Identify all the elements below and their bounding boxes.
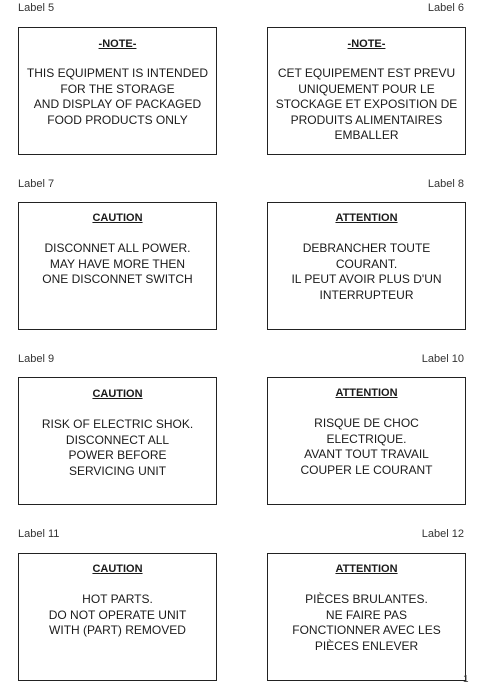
label-7-title: CAUTION [92, 212, 143, 224]
label-8-line: IL PEUT AVOIR PLUS D'UN [291, 272, 442, 286]
label-12-line: PIÈCES ENLEVER [314, 638, 419, 653]
label-10-line: ELECTRIQUE. [326, 431, 407, 446]
label-12-body [268, 592, 465, 654]
label-11-line: DO NOT OPERATE UNIT [48, 607, 187, 622]
label-11-box [18, 553, 217, 681]
label-8-box [267, 202, 466, 330]
label-5-title: -NOTE- [98, 38, 137, 50]
label-7-box [18, 202, 217, 330]
label-5-line: AND DISPLAY OF PACKAGED [33, 97, 202, 111]
label-5-line: FOOD PRODUCTS ONLY [47, 112, 188, 127]
label-12-line: PIÈCES BRULANTES. [305, 592, 428, 606]
label-5-line: THIS EQUIPMENT IS INTENDED [26, 66, 209, 80]
caption-label-10: Label 10 [421, 353, 464, 365]
label-7-line: MAY HAVE MORE THEN [49, 256, 186, 271]
label-12-title: ATTENTION [335, 563, 398, 575]
label-11-title: CAUTION [92, 563, 143, 575]
label-5-line: FOR THE STORAGE [60, 81, 175, 96]
label-6-box [267, 27, 466, 155]
label-9-body [19, 417, 216, 479]
label-6-line: PRODUITS ALIMENTAIRES [290, 112, 443, 127]
label-8-line: INTERRUPTEUR [319, 287, 414, 302]
label-7-line: DISCONNET ALL POWER. [44, 241, 191, 255]
label-11-line: WITH (PART) REMOVED [49, 623, 186, 637]
label-10-line: COUPER LE COURANT [300, 462, 433, 477]
label-8-line: DEBRANCHER TOUTE [302, 241, 431, 255]
label-6-line: UNIQUEMENT POUR LE [298, 81, 435, 96]
label-12-line: NE FAIRE PAS [325, 607, 408, 622]
caption-label-12: Label 12 [421, 528, 464, 540]
label-6-line: EMBALLER [334, 128, 399, 142]
label-6-body [268, 66, 465, 144]
page-number: 1 [463, 674, 469, 685]
caption-label-6: Label 6 [427, 2, 464, 14]
label-8-body [268, 241, 465, 303]
label-10-body [268, 416, 465, 478]
label-12-line: FONCTIONNER AVEC LES [292, 623, 441, 637]
label-8-title: ATTENTION [335, 212, 398, 224]
label-7-line: ONE DISCONNET SWITCH [42, 272, 193, 286]
label-6-title: -NOTE- [347, 38, 386, 50]
label-9-box [18, 377, 217, 505]
label-10-line: AVANT TOUT TRAVAIL [304, 447, 429, 461]
label-5-body [19, 66, 216, 128]
label-8-line: COURANT. [335, 256, 398, 271]
label-11-body [19, 592, 216, 639]
caption-label-5: Label 5 [18, 2, 55, 14]
label-6-line: CET EQUIPEMENT EST PREVU [277, 66, 456, 80]
label-6-line: STOCKAGE ET EXPOSITION DE [275, 97, 458, 111]
label-9-title: CAUTION [92, 388, 143, 400]
label-10-title: ATTENTION [335, 387, 398, 399]
caption-label-7: Label 7 [18, 178, 55, 190]
label-9-line: SERVICING UNIT [68, 463, 167, 478]
label-5-box [18, 27, 217, 155]
label-12-box [267, 553, 466, 681]
label-9-line: RISK OF ELECTRIC SHOK. [41, 417, 194, 431]
label-7-body [19, 241, 216, 288]
label-11-line: HOT PARTS. [82, 592, 153, 606]
caption-label-9: Label 9 [18, 353, 55, 365]
label-9-line: DISCONNECT ALL [65, 432, 170, 447]
label-10-line: RISQUE DE CHOC [314, 416, 419, 430]
label-9-line: POWER BEFORE [68, 448, 167, 462]
caption-label-8: Label 8 [427, 178, 464, 190]
caption-label-11: Label 11 [18, 528, 60, 540]
label-10-box [267, 377, 466, 505]
